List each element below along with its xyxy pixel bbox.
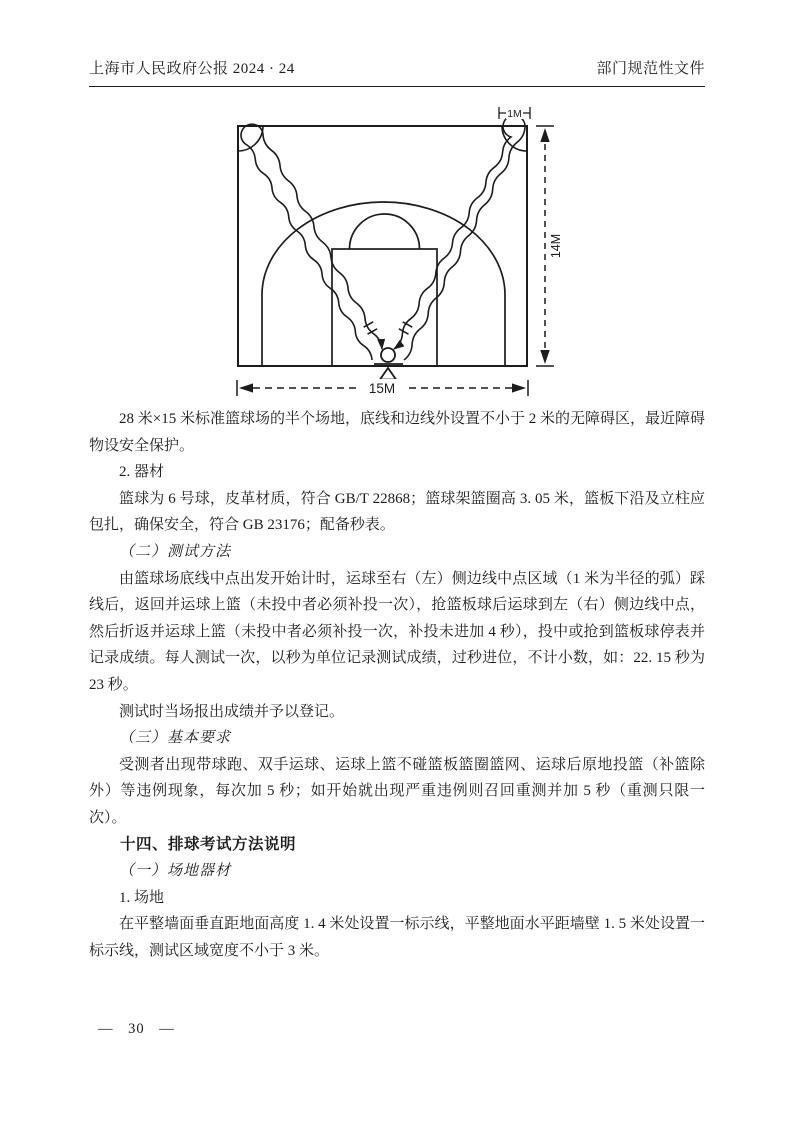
page-number: — 30 — [98, 1021, 175, 1037]
page-header [89, 57, 705, 78]
heading-volleyball-section: 十四、排球考试方法说明 [120, 835, 297, 853]
dim-14m-label: 14M [549, 233, 563, 259]
dimension-15m [237, 379, 528, 396]
paragraph-equipment-spec: 篮球为 6 号球，皮革材质，符合 GB/T 22868；篮球架篮圈高 3. 05 米，篮板下沿及立柱应包扎，确保安全，符合 GB 23176；配备秒表。 [89, 490, 705, 534]
body-text [89, 406, 705, 964]
paragraph-penalties: 受测者出现带球跑、双手运球、运球上篮不碰篮板篮圈篮网、运球后原地投篮（补篮除外）等违例现象，每次加 5 秒；如开始就出现严重违例则召回重测并加 5 秒（重测只限一次）。 [89, 756, 705, 826]
court-boundary [238, 126, 527, 366]
paragraph-test-procedure: 由篮球场底线中点出发开始计时，运球至右（左）侧边线中点区域（1 米为半径的弧）踩线后，返回并运球上篮（未投中者必须补投一次），抢篮板球后运球到左（右）侧边线中点，然后折返并运球上篮（未投中者必须补投一次，补投未进加 4 秒），投中或抢到篮板球停表并记录成绩。每人测试一次，以秒为单位记录测试成绩，过秒进位，不计小数，如：22. 15 秒为 23 秒。 [89, 570, 705, 693]
paragraph-venue-spec: 在平整墙面垂直距地面高度 1. 4 米处设置一标示线，平整地面水平距墙壁 1. 5 米处设置一标示线，测试区域宽度不小于 3 米。 [89, 916, 705, 959]
corner-arc-right [502, 126, 527, 151]
basketball-court-figure [218, 103, 583, 403]
subheading-basic-requirements: （三）基本要求 [119, 730, 232, 747]
free-throw-arc [350, 214, 420, 249]
court-diagram-svg [218, 103, 583, 403]
header-section-label: 部门规范性文件 [596, 61, 705, 77]
ball-symbol [381, 348, 395, 362]
dimension-1m [499, 106, 530, 120]
dim-1m-label: 1M [507, 108, 522, 120]
paragraph-court-spec: 28 米×15 米标准篮球场的半个场地，底线和边线外设置不小于 2 米的无障碍区，最近障碍物设安全保护。 [89, 411, 705, 454]
start-triangle [380, 368, 396, 380]
header-gazette-title: 上海市人民政府公报 2024 · 24 [89, 61, 295, 77]
three-point-line [262, 202, 505, 366]
subheading-venue-equipment: （一）场地器材 [119, 863, 232, 880]
shot-marks [364, 322, 413, 334]
subheading-venue: 1. 场地 [119, 889, 165, 906]
dimension-14m [536, 126, 563, 366]
dim-15m-label: 15M [368, 381, 396, 396]
subheading-equipment: 2. 器材 [119, 464, 165, 481]
subheading-test-method: （二）测试方法 [119, 543, 232, 560]
header-rule [89, 86, 705, 87]
paragraph-score-report: 测试时当场报出成绩并予以登记。 [119, 703, 345, 720]
